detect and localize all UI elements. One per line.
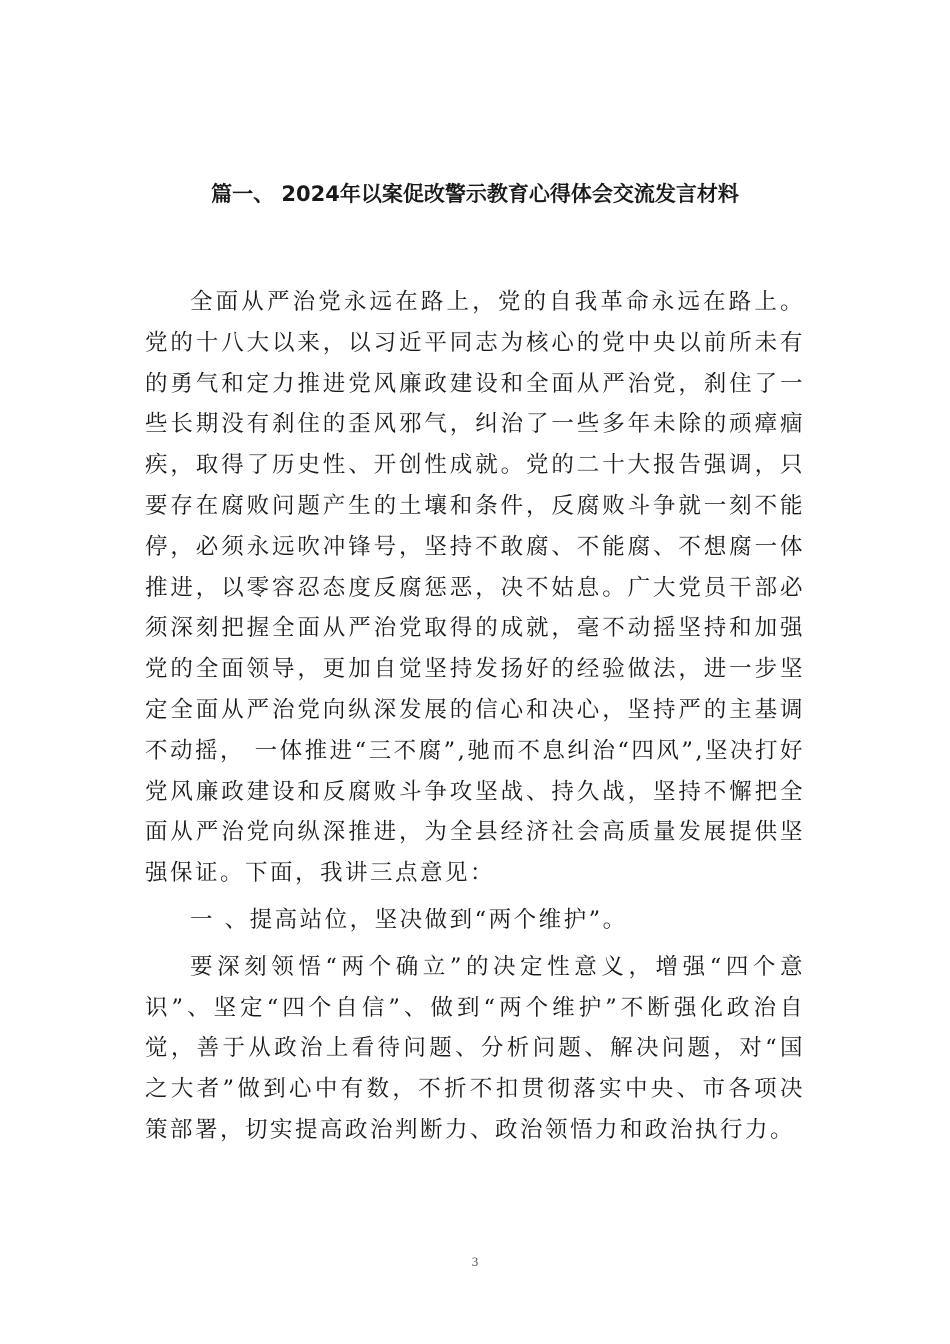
page-number: 3 xyxy=(471,1254,479,1269)
section-paragraph: 要深刻领悟“两个确立”的决定性意义，增强“四个意识”、坚定“四个自信”、做到“两个维护”不断强化政治自觉，善于从政治上看待问题、分析问题、解决问题，对“国之大者”做到心中有数，不折不扣贯彻落实中央、市各项决策部署，切实提高政治判断力、政治领悟力和政治执行力。 xyxy=(145,953,805,1143)
document-title: 篇一、 2024年以案促改警示教育心得体会交流发言材料 xyxy=(211,182,739,206)
document-body xyxy=(145,282,805,1151)
section-heading: 一 、提高站位，坚决做到“两个维护”。 xyxy=(190,906,628,933)
intro-paragraph: 全面从严治党永远在路上，党的自我革命永远在路上。党的十八大以来，以习近平同志为核心的党中央以前所未有的勇气和定力推进党风廉政建设和全面从严治党，刹住了一些长期没有刹住的歪风邪气，纠治了一些多年未除的顽瘴痼疾，取得了历史性、开创性成就。党的二十大报告强调，只要存在腐败问题产生的土壤和条件，反腐败斗争就一刻不能停，必须永远吹冲锋号，坚持不敢腐、不能腐、不想腐一体推进，以零容忍态度反腐惩恶，决不姑息。广大党员干部必须深刻把握全面从严治党取得的成就，毫不动摇坚持和加强党的全面领导，更加自觉坚持发扬好的经验做法，进一步坚定全面从严治党向纵深发展的信心和决心，坚持严的主基调不动摇， 一体推进“三不腐”,驰而不息纠治“四风”,坚决打好党风廉政建设和反腐败斗争攻坚战、持久战，坚持不懈把全面从严治党向纵深推进，为全县经济社会高质量发展提供坚强保证。下面，我讲三点意见： xyxy=(145,289,805,887)
